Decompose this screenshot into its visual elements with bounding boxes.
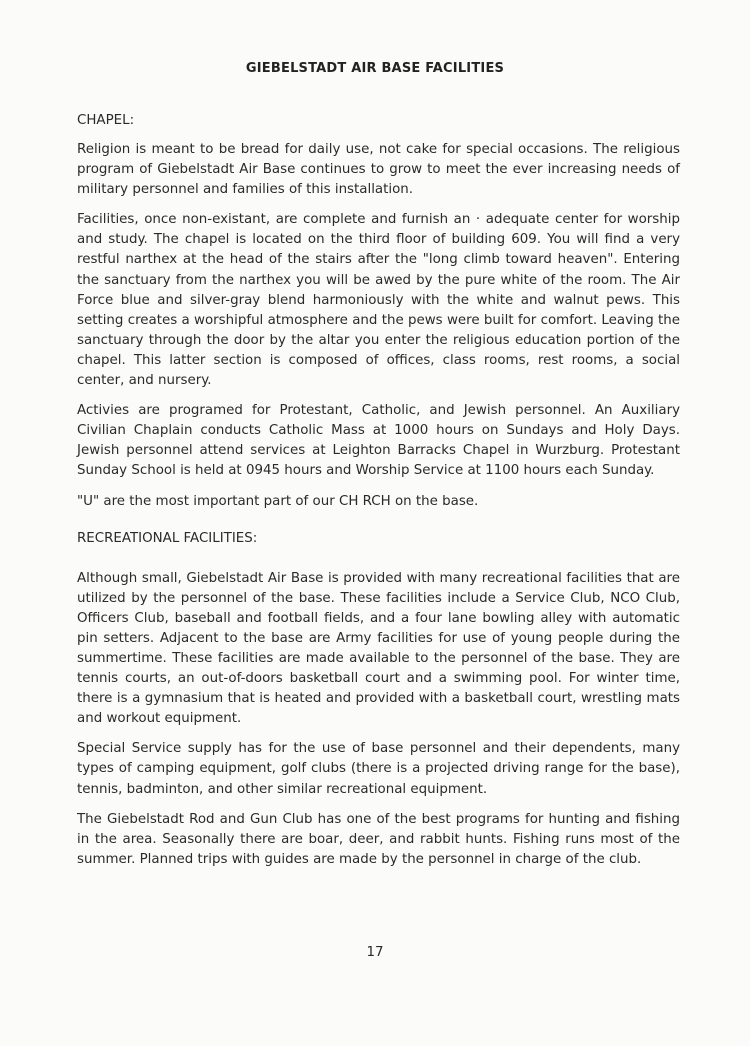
recreational-facilities-section (77, 529, 680, 870)
section-heading-recreational-facilities: RECREATIONAL FACILITIES: (77, 530, 258, 546)
page-number: 17 (366, 945, 384, 960)
chapel-section (77, 111, 680, 512)
paragraph: Facilities, once non-existant, are complete and furnish an · adequate center for worship and study. The chapel is located on the third floor of building 609. You will find a very restful narthex at the head of the stairs after the "long climb toward heaven". Entering the sanctuary from the narthex you will be awed by the pure white of the room. The Air Force blue and silver-gray blend harmoniously with the white and walnut pews. This setting creates a worshipful atmosphere and the pews were built for comfort. Leaving the sanctuary through the door by the altar you enter the religious education portion of the chapel. This latter section is composed of offices, class rooms, rest rooms, a social center, and nursery. (77, 212, 680, 389)
paragraph: Activies are programed for Protestant, Catholic, and Jewish personnel. An Auxiliary Civilian Chaplain conducts Catholic Mass at 1000 hours on Sundays and Holy Days. Jewish personnel attend services at Leighton Barracks Chapel in Wurzburg. Protestant Sunday School is held at 0945 hours and Worship Service at 1100 hours each Sunday. (77, 403, 680, 479)
paragraph: Although small, Giebelstadt Air Base is provided with many recreational facilities that are utilized by the personnel of the base. These facilities include a Service Club, NCO Club, Officers Club, baseball and football fields, and a four lane bowling alley with automatic pin setters. Adjacent to the base are Army facilities for use of young people during the summertime. These facilities are made available to the personnel of the base. They are tennis courts, an out-of-doors basketball court and a swimming pool. For winter time, there is a gymnasium that is heated and provided with a basketball court, wrestling mats and workout equipment. (77, 570, 680, 727)
paragraph: "U" are the most important part of our CH RCH on the base. (77, 493, 479, 509)
page-title: GIEBELSTADT AIR BASE FACILITIES (245, 61, 505, 76)
document-body (77, 111, 680, 870)
paragraph: Special Service supply has for the use of base personnel and their dependents, many types of camping equipment, golf clubs (there is a projected driving range for the base), tennis, badminton, and other similar recreational equipment. (77, 741, 680, 797)
section-heading-chapel: CHAPEL: (77, 113, 135, 128)
paragraph: The Giebelstadt Rod and Gun Club has one of the best programs for hunting and fishing in the area. Seasonally there are boar, deer, and rabbit hunts. Fishing runs most of the summer. Planned trips with guides are made by the personnel in charge of the club. (77, 811, 680, 867)
paragraph: Religion is meant to be bread for daily use, not cake for special occasions. The religious program of Giebelstadt Air Base continues to grow to meet the ever increasing needs of military personnel and families of this installation. (77, 142, 680, 198)
